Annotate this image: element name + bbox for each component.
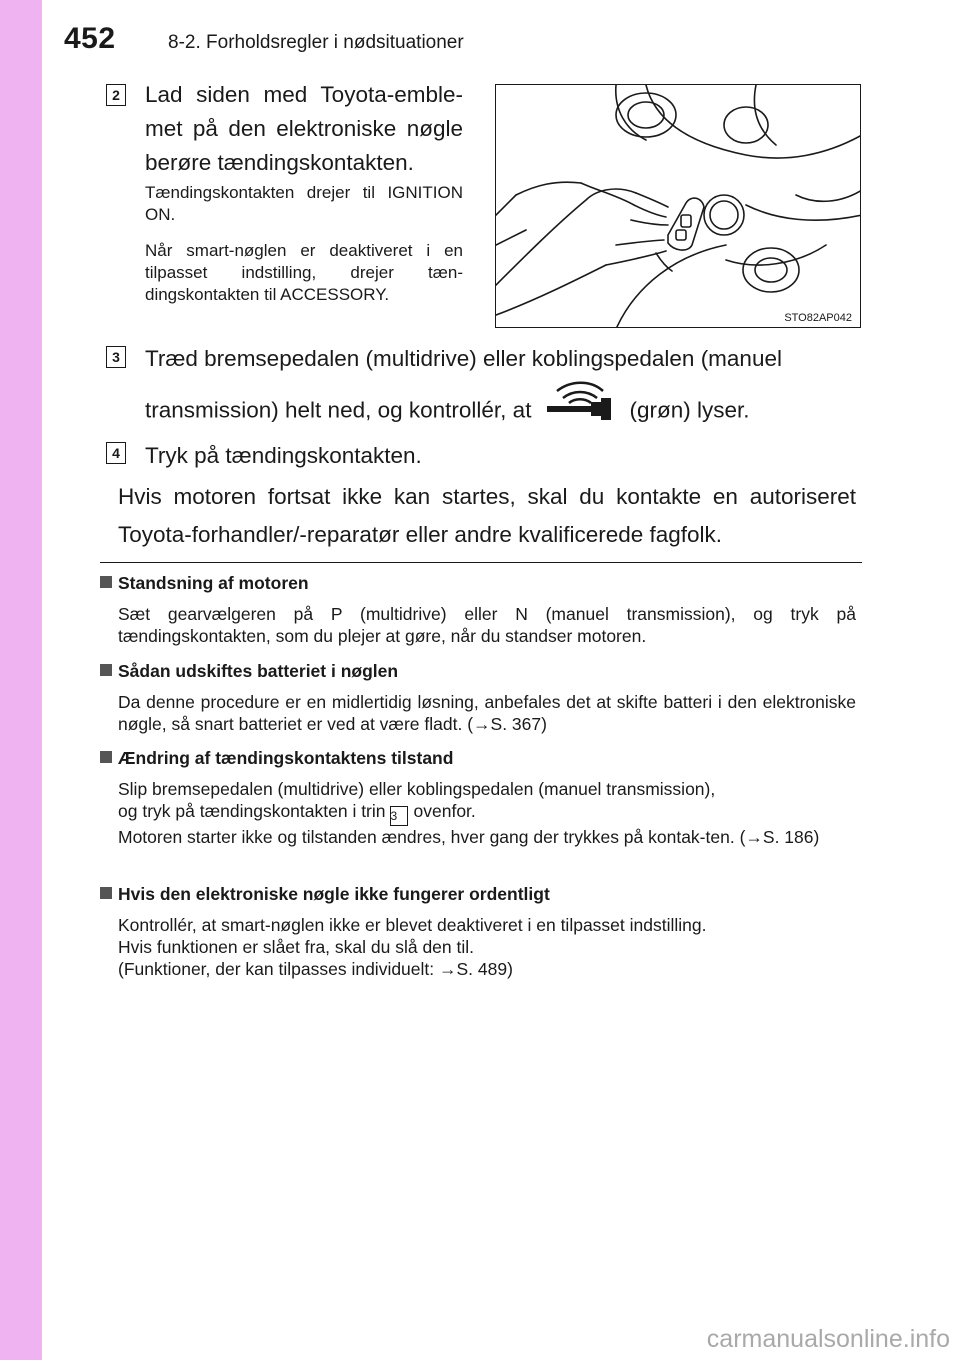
note-3-line-2 — [118, 800, 856, 826]
step-2-sub-text-2: Når smart-nøglen er deaktiveret i en tilpasset indstilling, drejer tæn-dingskontakten til ACCESSORY. — [145, 241, 463, 304]
note-heading-2 — [100, 661, 398, 682]
note-title-2: Sådan udskiftes batteriet i nøglen — [118, 661, 399, 681]
square-bullet-icon — [100, 751, 112, 763]
step-4-followup-text: Hvis motoren fortsat ikke kan startes, skal du kontakte en autoriseret Toyota-forhandler/-reparatør eller andre kvalificerede fagfolk. — [118, 484, 856, 547]
chapter-color-strip — [0, 0, 42, 1360]
step-number-2: 2 — [106, 84, 126, 106]
watermark: carmanualsonline.info — [706, 1325, 950, 1353]
figure-code: STO82AP042 — [784, 312, 852, 324]
note-3-line-2-after: ovenfor. — [413, 801, 476, 821]
smart-key-indicator-icon — [545, 378, 615, 435]
section-title: 8-2. Forholdsregler i nødsituationer — [168, 32, 464, 53]
note-body-1: Sæt gearvælgeren på P (multidrive) eller N (manuel transmission), og tryk på tændingskontakten, som du plejer at gøre, når du standser motoren. — [118, 604, 856, 646]
step-3-text-line-1: Træd bremsepedalen (multidrive) eller koblingspedalen (manuel — [145, 346, 782, 371]
step-number-4: 4 — [106, 442, 126, 464]
note-3-line-2-before: og tryk på tændingskontakten i trin — [118, 801, 386, 821]
page-number: 452 — [64, 22, 116, 55]
square-bullet-icon — [100, 576, 112, 588]
step-2-text: Lad siden med Toyota-emble-met på den elektroniske nøgle berøre tændingskontakten. — [145, 82, 463, 175]
step-2-sub-text-1: Tændingskontakten drejer til IGNITION ON. — [145, 183, 463, 224]
square-bullet-icon — [100, 887, 112, 899]
step-3-text-before-icon: transmission) helt ned, og kontrollér, at — [145, 397, 532, 423]
step-3-text-after-icon: (grøn) lyser. — [629, 397, 750, 423]
note-title-1: Standsning af motoren — [118, 573, 309, 593]
note-title-3: Ændring af tændingskontaktens tilstand — [118, 748, 454, 768]
section-divider — [100, 562, 862, 563]
note-4-line-1: Kontrollér, at smart-nøglen ikke er blevet deaktiveret i en tilpasset indstilling. — [118, 915, 707, 935]
step-number-3: 3 — [106, 346, 126, 368]
note-body-2: Da denne procedure er en midlertidig løsning, anbefales det at skifte batteri i den elektroniske nøgle, så snart batteriet er ved at være fladt. (→S. 367) — [118, 692, 856, 734]
ignition-illustration — [495, 84, 861, 328]
note-body-3 — [118, 778, 856, 848]
step-reference-box: 3 — [390, 806, 408, 826]
note-heading-3 — [100, 748, 453, 769]
step-4-text: Tryk på tændingskontakten. — [145, 443, 422, 468]
note-3-line-3: Motoren starter ikke og tilstanden ændres, hver gang der trykkes på kontak-ten. (→S. 186) — [118, 827, 820, 847]
note-4-line-2: Hvis funktionen er slået fra, skal du slå den til. — [118, 937, 475, 957]
note-3-line-1: Slip bremsepedalen (multidrive) eller koblingspedalen (manuel transmission), — [118, 779, 716, 799]
note-heading-1 — [100, 573, 309, 594]
key-in-hand-ignition-illustration — [496, 85, 861, 328]
note-4-line-3: (Funktioner, der kan tilpasses individuelt: →S. 489) — [118, 959, 513, 979]
note-title-4: Hvis den elektroniske nøgle ikke fungerer ordentligt — [118, 884, 550, 904]
square-bullet-icon — [100, 664, 112, 676]
note-body-4 — [118, 914, 856, 980]
note-heading-4 — [100, 884, 550, 905]
step-3-text-line-2 — [145, 388, 857, 435]
